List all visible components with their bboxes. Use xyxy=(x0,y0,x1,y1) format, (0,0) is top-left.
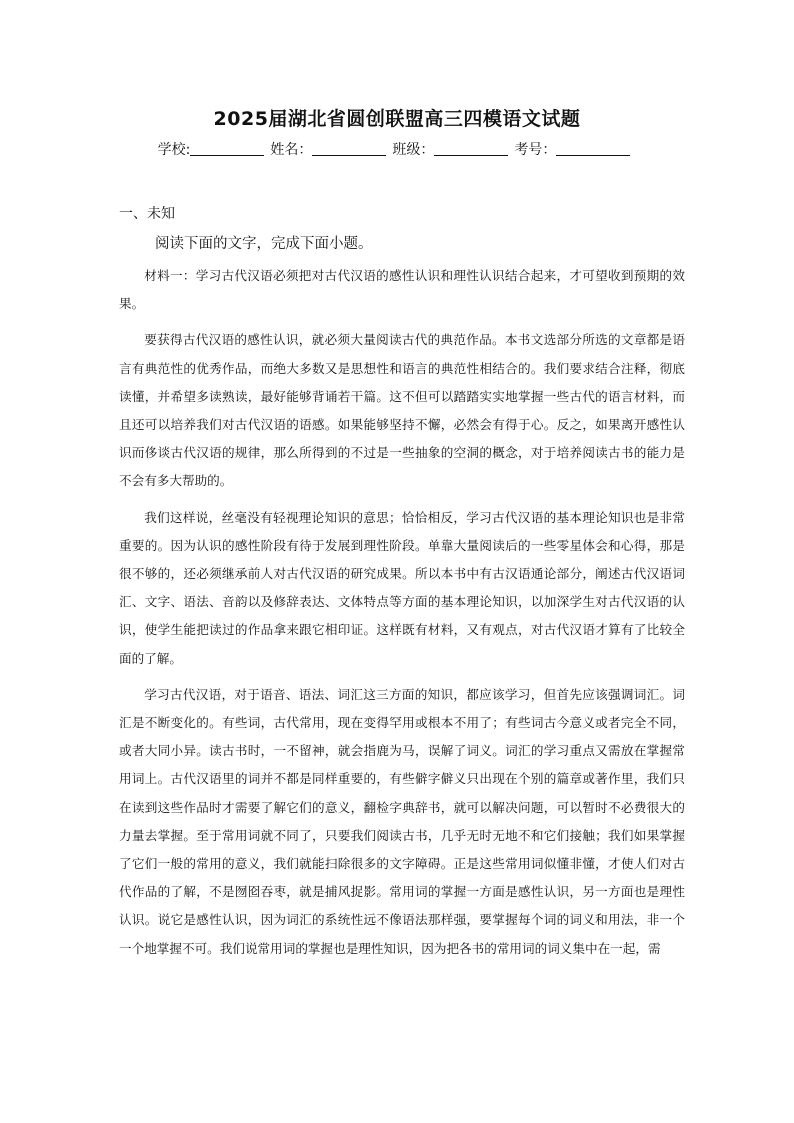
section-heading: 一、未知 xyxy=(119,206,175,222)
class-blank xyxy=(434,141,508,156)
reading-passage xyxy=(119,262,685,971)
passage-paragraph: 材料一：学习古代汉语必须把对古代汉语的感性认识和理性认识结合起来，才可望收到预期的效果。 xyxy=(119,268,685,312)
class-label: 班级： xyxy=(392,142,435,158)
name-label: 姓名： xyxy=(270,142,313,158)
name-blank xyxy=(312,141,386,156)
student-info-line xyxy=(0,139,794,159)
exam-title: 2025届湖北省圆创联盟高三四模语文试题 xyxy=(213,108,581,130)
exam-number-blank xyxy=(556,141,630,156)
reading-instruction: 阅读下面的文字，完成下面小题。 xyxy=(155,236,373,252)
school-blank xyxy=(190,141,264,156)
exam-number-label: 考号： xyxy=(514,142,557,158)
school-label: 学校: xyxy=(157,142,191,158)
passage-paragraph: 我们这样说，丝毫没有轻视理论知识的意思；恰恰相反，学习古代汉语的基本理论知识也是非常重要的。因为认识的感性阶段有待于发展到理性阶段。单靠大量阅读后的一些零星体会和心得，那是很不够的，还必须继承前人对古代汉语的研究成果。所以本书中有古汉语通论部分，阐述古代汉语词汇、文字、语法、音韵以及修辞表达、文体特点等方面的基本理论知识，以加深学生对古代汉语的认识，使学生能把读过的作品拿来跟它相印证。这样既有材料，又有观点，对古代汉语才算有了比较全面的了解。 xyxy=(119,509,685,666)
passage-paragraph: 学习古代汉语，对于语音、语法、词汇这三方面的知识，都应该学习，但首先应该强调词汇。词汇是不断变化的。有些词，古代常用，现在变得罕用或根本不用了；有些词古今意义或者完全不同，或者大同小异。读古书时，一不留神，就会指鹿为马，误解了词义。词汇的学习重点又需放在掌握常用词上。古代汉语里的词并不都是同样重要的，有些僻字僻义只出现在个别的篇章或著作里，我们只在读到这些作品时才需要了解它们的意义，翻检字典辞书，就可以解决问题，可以暂时不必费很大的力量去掌握。至于常用词就不同了，只要我们阅读古书，几乎无时无地不和它们接触；我们如果掌握了它们一般的常用的意义，我们就能扫除很多的文字障碍。正是这些常用词似懂非懂，才使人们对古代作品的了解，不是囫囵吞枣，就是捕风捉影。常用词的掌握一方面是感性认识，另一方面也是理性认识。说它是感性认识，因为词汇的系统性远不像语法那样强，要掌握每个词的词义和用法，非一个一个地掌握不可。我们说常用词的掌握也是理性知识，因为把各书的常用词的词义集中在一起，需 xyxy=(119,686,685,956)
passage-paragraph: 要获得古代汉语的感性认识，就必须大量阅读古代的典范作品。本书文选部分所选的文章都是语言有典范性的优秀作品，而绝大多数又是思想性和语言的典范性相结合的。我们要求结合注释，彻底读懂，并希望多读熟读，最好能够背诵若干篇。这不但可以踏踏实实地掌握一些古代的语言材料，而且还可以培养我们对古代汉语的语感。如果能够坚持不懈，必然会有得于心。反之，如果离开感性认识而侈谈古代汉语的规律，那么所得到的不过是一些抽象的空洞的概念，对于培养阅读古书的能力是不会有多大帮助的。 xyxy=(119,332,685,489)
